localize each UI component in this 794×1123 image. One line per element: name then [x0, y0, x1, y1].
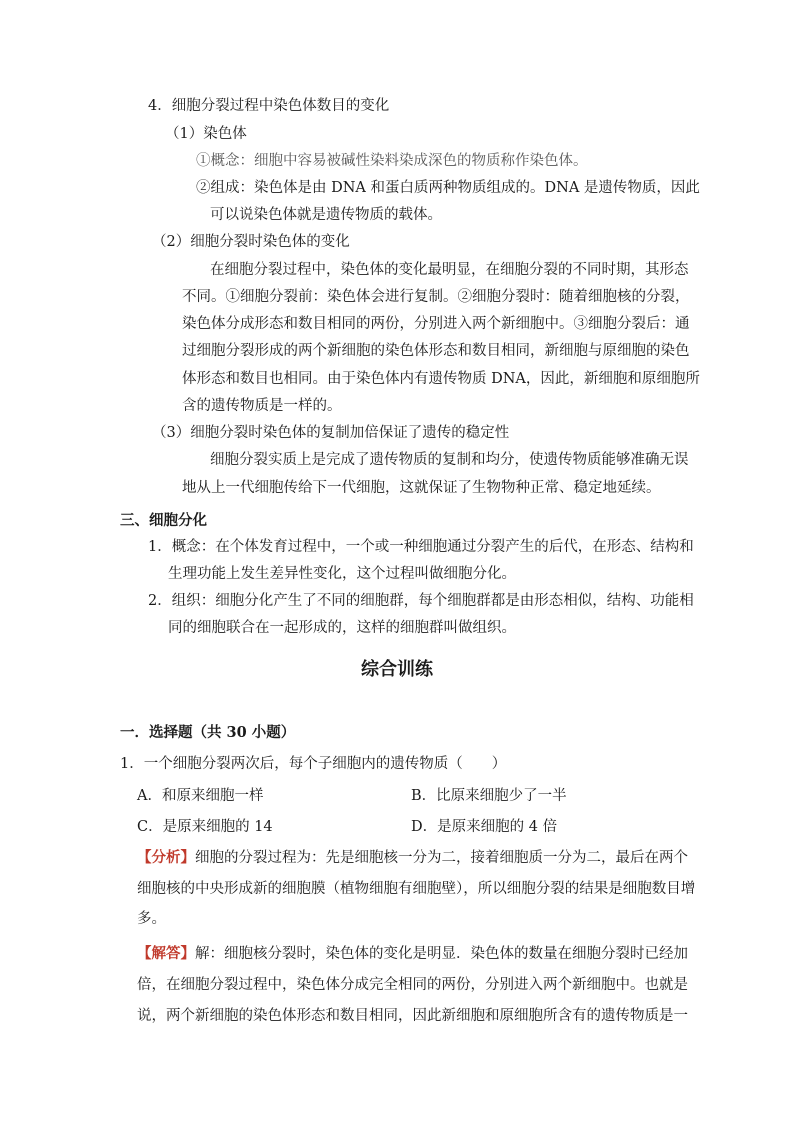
subsection-3-title: （3）细胞分裂时染色体的复制加倍保证了遗传的稳定性	[152, 425, 510, 441]
paragraph-line: 不同。①细胞分裂前：染色体会进行复制。②细胞分裂时：随着细胞核的分裂，	[182, 289, 690, 305]
chromosome-composition-line-1: ②组成：染色体是由 DNA 和蛋白质两种物质组成的。DNA 是遗传物质，因此	[196, 180, 700, 196]
subsection-2-title: （2）细胞分裂时染色体的变化	[152, 234, 350, 250]
paragraph-line: 染色体分成形态和数目相同的两份，分别进入两个新细胞中。③细胞分裂后：通	[182, 316, 690, 332]
paragraph-line: 过细胞分裂形成的两个新细胞的染色体形态和数目相同，新细胞与原细胞的染色	[182, 343, 690, 359]
answer-tag: 【解答】	[137, 945, 195, 962]
paragraph-line: 在细胞分裂过程中，染色体的变化最明显，在细胞分裂的不同时期，其形态	[210, 262, 689, 278]
section-4-heading: 4．细胞分裂过程中染色体数目的变化	[148, 98, 390, 114]
answer-line-1	[137, 944, 688, 964]
differentiation-concept-line-2: 生理功能上发生差异性变化，这个过程叫做细胞分化。	[168, 566, 516, 582]
analysis-line-1	[137, 848, 688, 868]
part-heading: 一．选择题（共 30 小题）	[120, 724, 296, 741]
tissue-definition-line-1: 2．组织：细胞分化产生了不同的细胞群，每个细胞群都是由形态相似，结构、功能相	[148, 593, 694, 609]
paragraph-line: 细胞分裂实质上是完成了遗传物质的复制和均分，使遗传物质能够准确无误	[210, 452, 689, 468]
answer-line-2: 倍，在细胞分裂过程中，染色体分成完全相同的两份，分别进入两个新细胞中。也就是	[137, 977, 688, 993]
paragraph-line: 含的遗传物质是一样的。	[182, 398, 342, 414]
differentiation-concept-line-1: 1．概念：在个体发育过程中，一个或一种细胞通过分裂产生的后代，在形态、结构和	[148, 539, 694, 555]
paragraph-line: 体形态和数目也相同。由于染色体内有遗传物质 DNA，因此，新细胞和原细胞所	[182, 371, 700, 387]
tissue-definition-line-2: 同的细胞联合在一起形成的，这样的细胞群叫做组织。	[168, 620, 516, 636]
subsection-1-title: （1）染色体	[165, 126, 247, 142]
analysis-line-3: 多。	[137, 911, 166, 927]
analysis-text: 细胞的分裂过程为：先是细胞核一分为二，接着细胞质一分为二，最后在两个	[195, 850, 688, 866]
option-b: B．比原来细胞少了一半	[411, 788, 567, 804]
answer-line-3: 说，两个新细胞的染色体形态和数目相同，因此新细胞和原细胞所含有的遗传物质是一	[137, 1008, 688, 1024]
question-1-stem: 1．一个细胞分裂两次后，每个子细胞内的遗传物质（ ）	[120, 756, 507, 772]
option-d: D．是原来细胞的 4 倍	[411, 819, 558, 835]
paragraph-line: 地从上一代细胞传给下一代细胞，这就保证了生物物种正常、稳定地延续。	[182, 480, 661, 496]
section-3-heading: 三、细胞分化	[120, 512, 207, 529]
analysis-line-2: 细胞核的中央形成新的细胞膜（植物细胞有细胞壁），所以细胞分裂的结果是细胞数目增	[137, 881, 696, 897]
chromosome-concept: ①概念：细胞中容易被碱性染料染成深色的物质称作染色体。	[196, 153, 588, 169]
training-title: 综合训练	[361, 659, 433, 680]
analysis-tag: 【分析】	[137, 849, 195, 866]
option-a: A．和原来细胞一样	[137, 788, 264, 804]
chromosome-composition-line-2: 可以说染色体就是遗传物质的载体。	[210, 207, 442, 223]
option-c: C．是原来细胞的 14	[137, 819, 273, 835]
answer-text: 解：细胞核分裂时，染色体的变化是明显．染色体的数量在细胞分裂时已经加	[195, 946, 688, 962]
